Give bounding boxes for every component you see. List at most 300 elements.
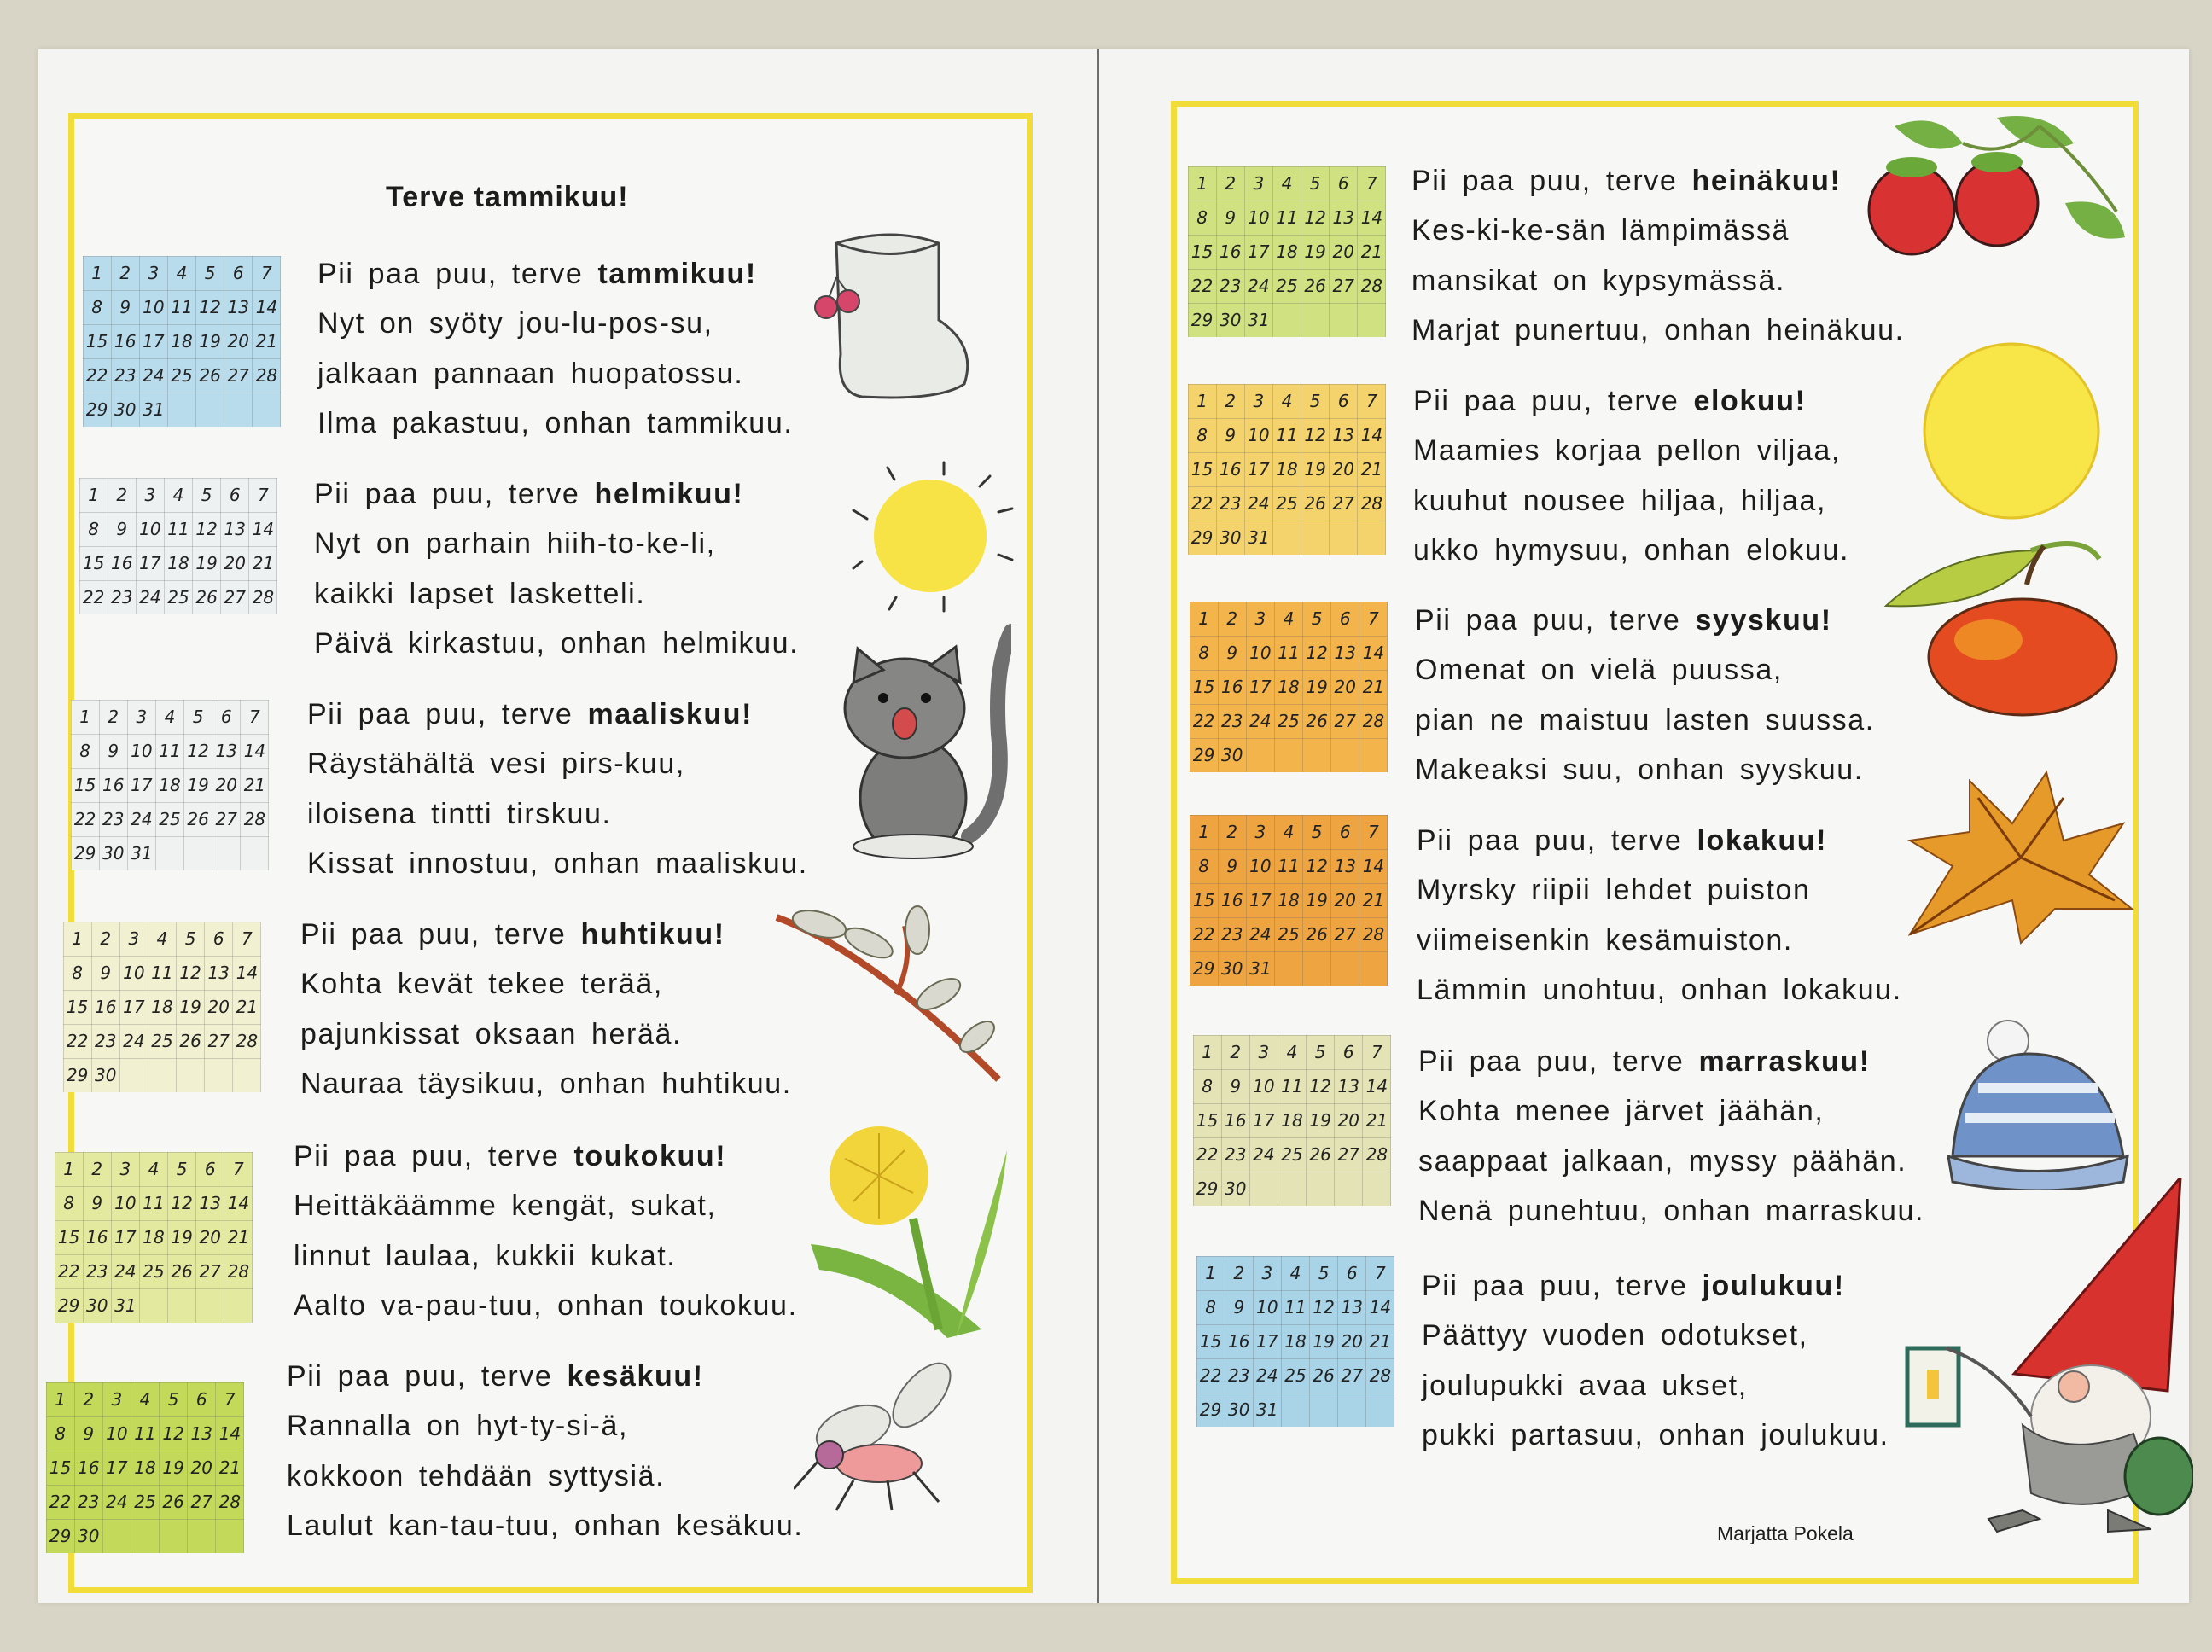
verse-lokakuu [1417, 816, 1902, 1015]
calendar-week-row [1188, 521, 1386, 555]
calendar-day: 21 [236, 997, 259, 1017]
calendar-day: 21 [243, 775, 266, 795]
calendar-day: 19 [162, 1457, 184, 1478]
verse-line: saappaat jalkaan, myssy päähän. [1418, 1144, 1907, 1178]
calendar-huhtikuu [63, 922, 261, 1092]
verse-line: Pii paa puu, terve joulukuu! [1422, 1270, 1845, 1302]
calendar-day: 2 [1225, 391, 1237, 411]
calendar-day: 2 [91, 1159, 103, 1179]
calendar-week-row [1196, 1256, 1394, 1290]
calendar-day: 4 [172, 485, 184, 505]
calendar-day: 18 [143, 1227, 165, 1248]
calendar-day: 15 [1199, 1331, 1222, 1352]
calendar-day: 11 [1276, 425, 1298, 445]
calendar-day: 7 [249, 707, 260, 727]
calendar-day: 10 [123, 963, 145, 983]
calendar-week-row [83, 393, 281, 427]
month-name: syyskuu! [1695, 604, 1832, 637]
calendar-day: 17 [123, 997, 145, 1017]
calendar-day: 21 [1369, 1331, 1392, 1352]
calendar-day [139, 1288, 167, 1323]
calendar-day [1249, 1172, 1278, 1206]
verse-line: Pii paa puu, terve tammikuu! [317, 258, 757, 290]
calendar-day [188, 1519, 216, 1553]
calendar-week-row [83, 290, 281, 324]
calendar-day: 6 [204, 1159, 216, 1179]
calendar-day: 9 [116, 519, 128, 539]
calendar-day: 31 [131, 843, 153, 864]
calendar-day: 14 [243, 741, 266, 761]
calendar-week-row [55, 1288, 253, 1323]
calendar-day [1301, 303, 1330, 337]
calendar-day: 17 [139, 553, 161, 573]
calendar-week-row [1193, 1069, 1391, 1103]
calendar-day: 8 [63, 1193, 74, 1213]
calendar-day: 9 [1225, 425, 1237, 445]
calendar-day: 11 [1278, 856, 1300, 876]
calendar-day: 8 [72, 963, 83, 983]
calendar-day [224, 393, 253, 427]
calendar-day: 5 [184, 928, 196, 949]
calendar-day: 29 [1190, 527, 1214, 548]
verse-line: Aalto va-pau-tuu, onhan toukokuu. [294, 1289, 798, 1323]
calendar-day: 5 [1309, 173, 1321, 194]
calendar-day: 10 [143, 297, 165, 317]
calendar-day: 18 [151, 997, 173, 1017]
calendar-week-row [1188, 452, 1386, 486]
calendar-day: 27 [1334, 711, 1356, 731]
calendar-day: 29 [1199, 1399, 1222, 1420]
calendar-day: 5 [167, 1389, 179, 1410]
calendar-day: 1 [63, 1159, 74, 1179]
mosquito-icon [794, 1361, 990, 1515]
calendar-day: 30 [1220, 745, 1243, 765]
calendar-day: 21 [1360, 241, 1383, 262]
calendar-day: 16 [1227, 1331, 1250, 1352]
calendar-day [1310, 1393, 1338, 1427]
calendar-day: 7 [233, 1159, 244, 1179]
calendar-day: 11 [1278, 643, 1300, 663]
calendar-week-row [71, 802, 269, 836]
calendar-day: 1 [1198, 822, 1209, 842]
calendar-week-row [63, 1024, 261, 1058]
calendar-day: 10 [139, 519, 161, 539]
calendar-day: 16 [77, 1457, 100, 1478]
calendar-day: 2 [83, 1389, 95, 1410]
calendar-day: 30 [1227, 1399, 1250, 1420]
calendar-day [212, 836, 241, 870]
calendar-day: 23 [102, 809, 125, 829]
calendar-week-row [55, 1254, 253, 1288]
calendar-helmikuu [79, 478, 277, 614]
calendar-day: 1 [1205, 1263, 1216, 1283]
calendar-day: 23 [85, 1261, 108, 1282]
calendar-day: 2 [108, 707, 119, 727]
calendar-day: 12 [171, 1193, 193, 1213]
calendar-day: 19 [1304, 241, 1326, 262]
calendar-day: 29 [57, 1295, 80, 1316]
calendar-day: 5 [1318, 1263, 1330, 1283]
calendar-week-row [63, 956, 261, 990]
verse-line: Myrsky riipii lehdet puiston [1417, 874, 1811, 907]
calendar-day: 14 [1360, 207, 1383, 228]
verse-toukokuu [294, 1131, 798, 1331]
calendar-day: 4 [1283, 608, 1295, 629]
calendar-day: 22 [1196, 1144, 1219, 1165]
calendar-day: 4 [148, 1159, 160, 1179]
calendar-day: 1 [1202, 1042, 1213, 1062]
calendar-day: 25 [167, 587, 189, 608]
calendar-day [155, 836, 183, 870]
calendar-day: 18 [1278, 677, 1300, 697]
calendar-day [177, 1058, 205, 1092]
verse-line: Ilma pakastuu, onhan tammikuu. [317, 407, 794, 440]
verse-line: Rannalla on hyt-ty-si-ä, [287, 1410, 628, 1443]
calendar-day: 31 [1248, 527, 1270, 548]
calendar-day: 2 [1230, 1042, 1242, 1062]
calendar-day: 12 [195, 519, 218, 539]
calendar-day: 2 [119, 263, 131, 283]
calendar-toukokuu [55, 1152, 253, 1323]
calendar-day: 18 [134, 1457, 156, 1478]
calendar-week-row [1193, 1172, 1391, 1206]
calendar-day: 12 [1304, 425, 1326, 445]
calendar-day: 20 [199, 1227, 221, 1248]
calendar-day: 5 [1311, 822, 1323, 842]
calendar-day: 22 [49, 1492, 72, 1512]
calendar-week-row [79, 512, 277, 546]
calendar-week-row [1196, 1393, 1394, 1427]
calendar-day: 23 [94, 1031, 117, 1051]
calendar-day: 17 [1253, 1110, 1275, 1131]
calendar-kesakuu [46, 1382, 244, 1553]
calendar-day: 22 [1190, 493, 1214, 514]
calendar-day: 26 [179, 1031, 201, 1051]
calendar-day: 24 [139, 587, 161, 608]
calendar-day: 9 [100, 963, 112, 983]
calendar-day: 9 [91, 1193, 103, 1213]
calendar-week-row [1188, 201, 1386, 235]
calendar-day: 15 [1192, 890, 1215, 910]
verse-line: Pii paa puu, terve maaliskuu! [307, 698, 754, 730]
calendar-day: 22 [85, 365, 108, 386]
verse-line: Lämmin unohtuu, onhan lokakuu. [1417, 974, 1902, 1007]
calendar-day: 19 [171, 1227, 193, 1248]
calendar-day: 31 [143, 399, 165, 420]
verse-line: Räystähältä vesi pirs-kuu, [307, 747, 685, 781]
calendar-day: 13 [215, 741, 237, 761]
calendar-day: 18 [171, 331, 193, 352]
calendar-day: 25 [159, 809, 181, 829]
calendar-marraskuu [1193, 1035, 1391, 1206]
calendar-day: 23 [1224, 1144, 1247, 1165]
calendar-day [102, 1519, 131, 1553]
calendar-week-row [1188, 384, 1386, 418]
calendar-day: 30 [85, 1295, 108, 1316]
calendar-day: 30 [102, 843, 125, 864]
calendar-day: 27 [1332, 493, 1354, 514]
calendar-day: 5 [201, 485, 212, 505]
calendar-day: 10 [1253, 1076, 1275, 1096]
calendar-week-row [1188, 269, 1386, 303]
calendar-week-row [1190, 951, 1388, 986]
calendar-day: 18 [1281, 1110, 1303, 1131]
calendar-day: 12 [199, 297, 221, 317]
calendar-day: 11 [1284, 1297, 1307, 1318]
calendar-day: 27 [207, 1031, 230, 1051]
calendar-day: 14 [1365, 1076, 1388, 1096]
verse-marraskuu [1418, 1037, 1924, 1236]
verse-tammikuu [317, 249, 793, 449]
calendar-day: 24 [1248, 276, 1270, 296]
calendar-day: 23 [110, 587, 133, 608]
calendar-day: 27 [1341, 1365, 1363, 1386]
calendar-day: 9 [119, 297, 131, 317]
calendar-week-row [46, 1451, 244, 1485]
calendar-day: 12 [187, 741, 209, 761]
calendar-day: 30 [1224, 1178, 1247, 1199]
calendar-day: 28 [227, 1261, 250, 1282]
calendar-day: 24 [106, 1492, 128, 1512]
calendar-week-row [1190, 670, 1388, 704]
calendar-day [1359, 738, 1388, 772]
calendar-day: 11 [159, 741, 181, 761]
calendar-day: 10 [1249, 856, 1272, 876]
calendar-day: 2 [100, 928, 112, 949]
calendar-day: 19 [187, 775, 209, 795]
calendar-day: 22 [1190, 276, 1214, 296]
calendar-elokuu [1188, 384, 1386, 555]
verse-line: Kohta kevät tekee terää, [300, 968, 663, 1001]
calendar-day: 4 [1281, 391, 1293, 411]
calendar-syyskuu [1190, 602, 1388, 772]
calendar-day: 23 [1220, 924, 1243, 945]
calendar-day: 9 [108, 741, 119, 761]
month-name: lokakuu! [1697, 824, 1828, 857]
calendar-week-row [63, 990, 261, 1024]
calendar-day: 25 [143, 1261, 165, 1282]
calendar-week-row [46, 1382, 244, 1416]
calendar-week-row [46, 1416, 244, 1451]
calendar-day: 31 [1249, 958, 1272, 979]
calendar-day: 25 [1284, 1365, 1307, 1386]
calendar-day: 20 [1334, 890, 1356, 910]
calendar-day: 8 [91, 297, 102, 317]
calendar-day [119, 1058, 148, 1092]
verse-line: Kissat innostuu, onhan maaliskuu. [307, 847, 808, 881]
calendar-day: 24 [114, 1261, 137, 1282]
knit-hat-icon [1944, 1020, 2132, 1190]
calendar-day: 28 [1365, 1144, 1388, 1165]
calendar-day [1246, 738, 1274, 772]
verse-line: Pii paa puu, terve heinäkuu! [1412, 165, 1842, 197]
calendar-week-row [1188, 418, 1386, 452]
calendar-day: 31 [1256, 1399, 1278, 1420]
calendar-week-row [79, 478, 277, 512]
calendar-day: 3 [1253, 391, 1265, 411]
calendar-tammikuu [83, 256, 281, 427]
verse-line: Pii paa puu, terve elokuu! [1413, 385, 1807, 417]
calendar-day: 12 [1309, 1076, 1331, 1096]
calendar-day: 19 [179, 997, 201, 1017]
calendar-day: 1 [79, 707, 90, 727]
calendar-day [167, 393, 195, 427]
calendar-day: 24 [123, 1031, 145, 1051]
calendar-day: 3 [111, 1389, 123, 1410]
calendar-day: 29 [1196, 1178, 1219, 1199]
verse-line: Pii paa puu, terve marraskuu! [1418, 1045, 1871, 1078]
calendar-day: 26 [187, 809, 209, 829]
calendar-day: 20 [215, 775, 237, 795]
calendar-day [1331, 951, 1359, 986]
calendar-day: 17 [1256, 1331, 1278, 1352]
calendar-day: 4 [1286, 1042, 1298, 1062]
calendar-day [1274, 951, 1302, 986]
calendar-day: 16 [1224, 1110, 1247, 1131]
calendar-week-row [1190, 815, 1388, 849]
verse-line: Laulut kan-tau-tuu, onhan kesäkuu. [287, 1509, 804, 1543]
verse-line: Nyt on syöty jou-lu-pos-su, [317, 307, 713, 340]
calendar-day: 13 [1334, 643, 1356, 663]
calendar-day: 16 [1219, 241, 1242, 262]
calendar-day: 17 [1248, 241, 1270, 262]
calendar-day: 25 [1281, 1144, 1303, 1165]
calendar-week-row [1188, 235, 1386, 269]
calendar-day: 5 [1309, 391, 1321, 411]
calendar-day: 9 [1233, 1297, 1245, 1318]
calendar-day: 16 [94, 997, 117, 1017]
calendar-day: 29 [85, 399, 108, 420]
month-name: huhtikuu! [580, 918, 725, 951]
calendar-day: 22 [82, 587, 105, 608]
calendar-day: 14 [1362, 643, 1385, 663]
calendar-day: 24 [1256, 1365, 1278, 1386]
calendar-day: 13 [207, 963, 230, 983]
calendar-day: 27 [199, 1261, 221, 1282]
calendar-day: 19 [1313, 1331, 1335, 1352]
calendar-day: 14 [1362, 856, 1385, 876]
calendar-day [1359, 951, 1388, 986]
calendar-week-row [79, 580, 277, 614]
calendar-day: 22 [1199, 1365, 1222, 1386]
pussy-willow-icon [768, 900, 1016, 1088]
calendar-day: 29 [49, 1526, 72, 1546]
calendar-day: 1 [72, 928, 83, 949]
month-name: toukokuu! [573, 1140, 727, 1172]
calendar-day: 19 [195, 553, 218, 573]
calendar-day: 3 [148, 263, 160, 283]
calendar-day: 6 [1337, 173, 1349, 194]
verse-joulukuu [1422, 1261, 1889, 1461]
calendar-day: 6 [1346, 1263, 1358, 1283]
calendar-day [233, 1058, 261, 1092]
verse-heinakuu [1412, 156, 1905, 356]
calendar-day [1330, 303, 1358, 337]
calendar-day: 29 [66, 1065, 89, 1085]
calendar-day: 11 [171, 297, 193, 317]
calendar-day: 1 [55, 1389, 66, 1410]
calendar-day [131, 1519, 159, 1553]
calendar-day: 23 [114, 365, 137, 386]
calendar-day: 10 [1256, 1297, 1278, 1318]
calendar-day: 4 [176, 263, 188, 283]
calendar-day [1338, 1393, 1366, 1427]
calendar-day: 21 [252, 553, 275, 573]
calendar-day: 13 [1334, 856, 1356, 876]
calendar-day: 20 [207, 997, 230, 1017]
calendar-day: 30 [94, 1065, 117, 1085]
calendar-day: 16 [1219, 459, 1242, 480]
calendar-day: 9 [1225, 207, 1237, 228]
calendar-day: 16 [102, 775, 125, 795]
calendar-day: 27 [190, 1492, 212, 1512]
poem-title: Terve tammikuu! [386, 181, 629, 213]
calendar-day: 7 [261, 263, 272, 283]
calendar-week-row [1190, 704, 1388, 738]
calendar-day: 18 [1276, 241, 1298, 262]
calendar-day [1281, 1393, 1309, 1427]
calendar-day: 6 [1342, 1042, 1354, 1062]
calendar-day: 19 [1306, 890, 1328, 910]
calendar-week-row [1190, 883, 1388, 917]
verse-huhtikuu [300, 910, 792, 1109]
verse-syyskuu [1415, 596, 1875, 795]
calendar-day: 4 [1281, 173, 1293, 194]
calendar-day: 9 [83, 1423, 95, 1444]
verse-line: Pii paa puu, terve toukokuu! [294, 1140, 727, 1172]
calendar-day [224, 1288, 253, 1323]
calendar-day: 15 [66, 997, 89, 1017]
calendar-day: 5 [204, 263, 216, 283]
calendar-day: 19 [199, 331, 221, 352]
verse-kesakuu [287, 1352, 803, 1551]
calendar-day: 19 [1304, 459, 1326, 480]
calendar-day: 28 [243, 809, 266, 829]
calendar-day: 15 [73, 775, 96, 795]
calendar-day: 24 [143, 365, 165, 386]
calendar-day [1366, 1393, 1394, 1427]
month-name: heinäkuu! [1691, 165, 1842, 197]
moon-icon [1922, 341, 2101, 521]
calendar-day: 16 [114, 331, 137, 352]
calendar-day: 21 [1360, 459, 1383, 480]
calendar-day [1301, 521, 1330, 555]
calendar-day: 21 [218, 1457, 242, 1478]
calendar-day: 21 [1362, 890, 1385, 910]
calendar-day [1358, 303, 1386, 337]
calendar-day: 13 [1332, 207, 1354, 228]
fold-line [1097, 49, 1099, 1603]
month-name: elokuu! [1693, 385, 1807, 417]
calendar-day: 3 [1261, 1263, 1273, 1283]
calendar-day: 13 [199, 1193, 221, 1213]
calendar-day: 31 [1248, 310, 1270, 330]
calendar-day: 17 [1249, 890, 1272, 910]
calendar-day: 26 [195, 587, 218, 608]
calendar-day [1358, 521, 1386, 555]
calendar-day: 1 [91, 263, 102, 283]
calendar-day: 6 [229, 485, 241, 505]
calendar-day [168, 1288, 196, 1323]
calendar-week-row [1188, 303, 1386, 337]
calendar-day: 6 [1339, 608, 1351, 629]
calendar-week-row [46, 1485, 244, 1519]
calendar-day: 3 [1254, 822, 1266, 842]
calendar-day: 24 [131, 809, 153, 829]
calendar-day: 27 [1332, 276, 1354, 296]
calendar-day: 8 [1205, 1297, 1216, 1318]
calendar-week-row [1190, 738, 1388, 772]
